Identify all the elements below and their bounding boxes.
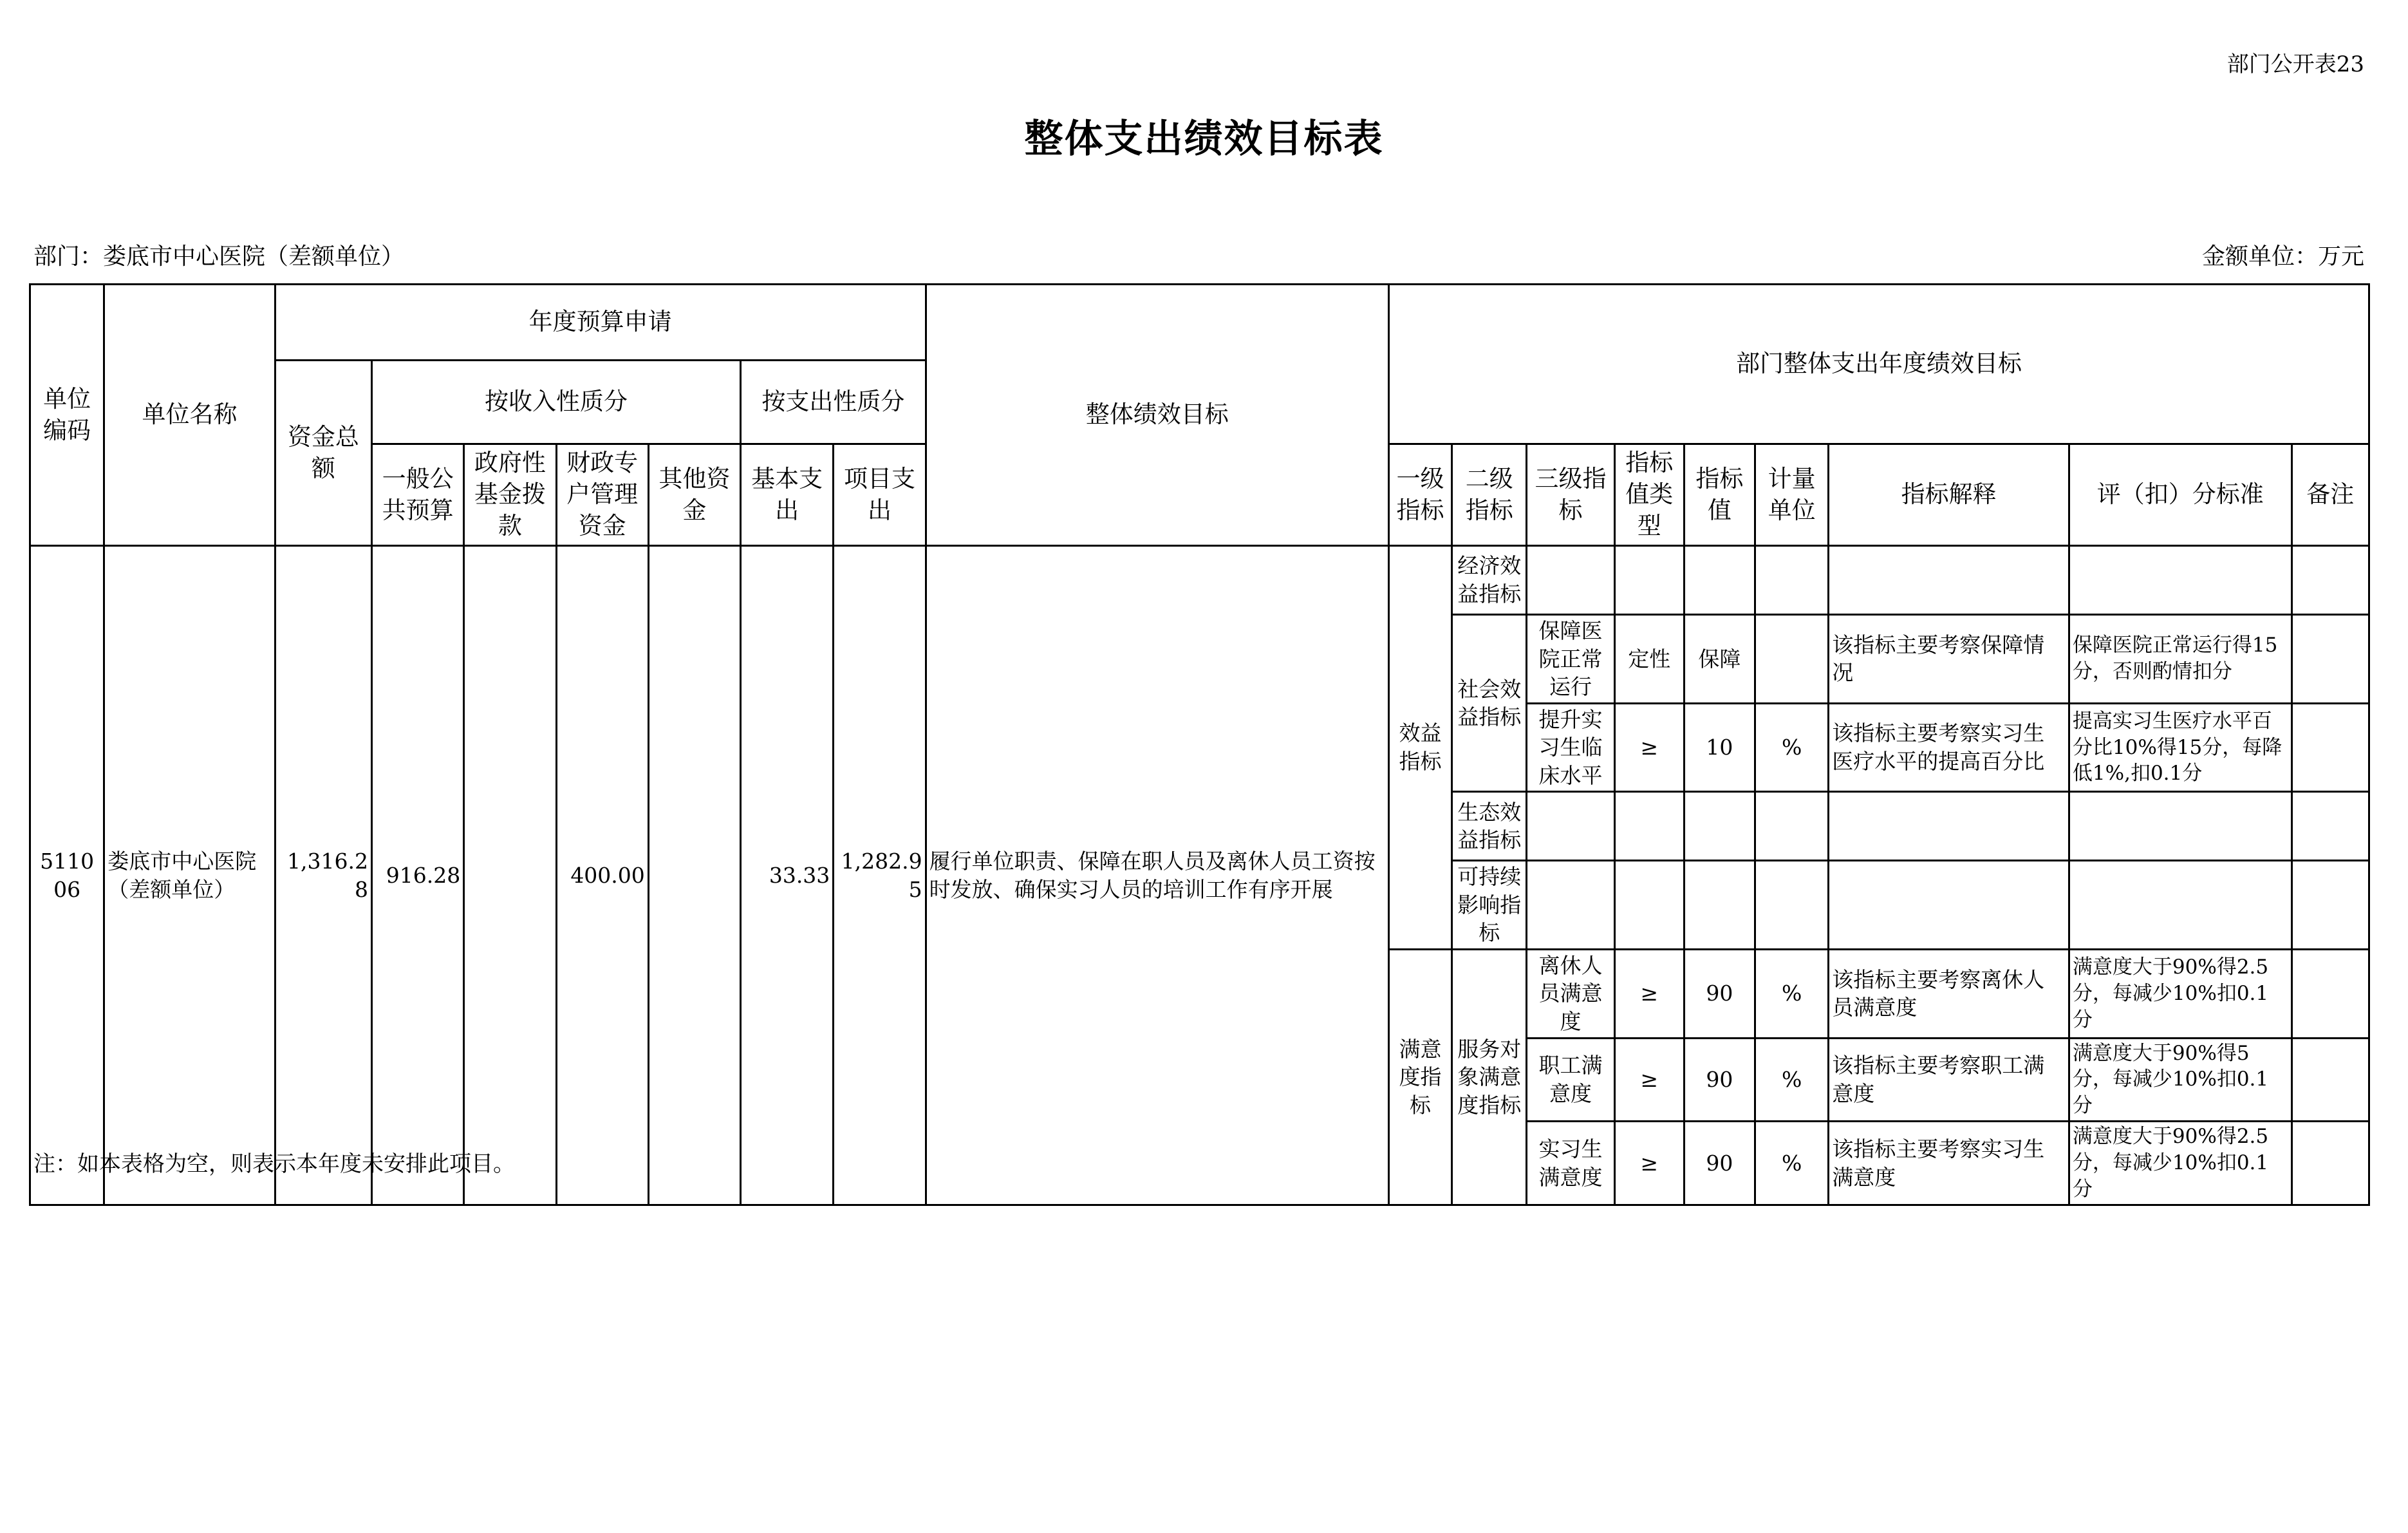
cell-remark bbox=[2291, 1038, 2369, 1122]
header-basic-exp: 基本支出 bbox=[741, 444, 834, 546]
header-measure-unit: 计量单位 bbox=[1755, 444, 1829, 546]
cell-measure-unit: % bbox=[1755, 1122, 1829, 1205]
cell-value: 保障 bbox=[1684, 615, 1755, 704]
header-value-type: 指标值类型 bbox=[1614, 444, 1684, 546]
cell-empty bbox=[1684, 792, 1755, 861]
header-overall-goal: 整体绩效目标 bbox=[926, 285, 1388, 546]
header-general-budget: 一般公共预算 bbox=[371, 444, 463, 546]
cell-empty bbox=[1614, 861, 1684, 950]
header-other-funds: 其他资金 bbox=[648, 444, 740, 546]
cell-empty bbox=[2069, 861, 2291, 950]
header-total-funds: 资金总额 bbox=[275, 361, 371, 546]
cell-empty bbox=[1755, 861, 1829, 950]
header-level1: 一级指标 bbox=[1388, 444, 1451, 546]
header-level3: 三级指标 bbox=[1527, 444, 1614, 546]
cell-level2-ecological: 生态效益指标 bbox=[1452, 792, 1527, 861]
header-annual-budget: 年度预算申请 bbox=[275, 285, 926, 361]
cell-value-type: ≥ bbox=[1614, 949, 1684, 1038]
cell-empty bbox=[1829, 546, 2069, 615]
cell-overall-goal: 履行单位职责、保障在职人员及离休人员工资按时发放、确保实习人员的培训工作有序开展 bbox=[926, 546, 1388, 1205]
cell-empty bbox=[2291, 861, 2369, 950]
cell-level1-satisfaction: 满意度指标 bbox=[1388, 949, 1451, 1205]
cell-level2-social: 社会效益指标 bbox=[1452, 615, 1527, 792]
cell-value-type: ≥ bbox=[1614, 1122, 1684, 1205]
header-project-exp: 项目支出 bbox=[834, 444, 926, 546]
cell-level3: 实习生满意度 bbox=[1527, 1122, 1614, 1205]
cell-empty bbox=[2069, 546, 2291, 615]
cell-scoring: 满意度大于90%得5分，每减少10%扣0.1分 bbox=[2069, 1038, 2291, 1122]
cell-other-funds bbox=[648, 546, 740, 1205]
cell-level2-economic: 经济效益指标 bbox=[1452, 546, 1527, 615]
header-gov-fund: 政府性基金拨款 bbox=[464, 444, 556, 546]
header-unit-code: 单位编码 bbox=[30, 285, 104, 546]
cell-empty bbox=[1829, 792, 2069, 861]
cell-empty bbox=[1614, 792, 1684, 861]
cell-basic-exp: 33.33 bbox=[741, 546, 834, 1205]
cell-empty bbox=[1684, 546, 1755, 615]
form-number: 部门公开表23 bbox=[2226, 52, 2364, 77]
cell-level3: 提升实习生临床水平 bbox=[1527, 703, 1614, 792]
cell-measure-unit: % bbox=[1755, 1038, 1829, 1122]
cell-explanation: 该指标主要考察实习生医疗水平的提高百分比 bbox=[1829, 703, 2069, 792]
cell-scoring: 满意度大于90%得2.5分，每减少10%扣0.1分 bbox=[2069, 1122, 2291, 1205]
cell-scoring: 提高实习生医疗水平百分比10%得15分，每降低1%,扣0.1分 bbox=[2069, 703, 2291, 792]
cell-value-type: 定性 bbox=[1614, 615, 1684, 704]
cell-level3: 保障医院正常运行 bbox=[1527, 615, 1614, 704]
header-level2: 二级指标 bbox=[1452, 444, 1527, 546]
cell-empty bbox=[1755, 546, 1829, 615]
cell-empty bbox=[1829, 861, 2069, 950]
cell-value: 90 bbox=[1684, 1122, 1755, 1205]
cell-unit-name: 娄底市中心医院（差额单位） bbox=[104, 546, 275, 1205]
cell-value: 10 bbox=[1684, 703, 1755, 792]
footnote: 注：如本表格为空，则表示本年度未安排此项目。 bbox=[33, 1151, 515, 1177]
header-by-expenditure: 按支出性质分 bbox=[741, 361, 926, 444]
department-label: 部门：娄底市中心医院（差额单位） bbox=[33, 243, 405, 270]
cell-explanation: 该指标主要考察职工满意度 bbox=[1829, 1038, 2069, 1122]
header-fiscal-special: 财政专户管理资金 bbox=[556, 444, 648, 546]
cell-measure-unit: % bbox=[1755, 949, 1829, 1038]
cell-value-type: ≥ bbox=[1614, 703, 1684, 792]
cell-total-funds: 1,316.28 bbox=[275, 546, 371, 1205]
header-dept-goal: 部门整体支出年度绩效目标 bbox=[1388, 285, 2369, 444]
cell-general-budget: 916.28 bbox=[371, 546, 463, 1205]
cell-measure-unit bbox=[1755, 615, 1829, 704]
cell-empty bbox=[1527, 792, 1614, 861]
cell-project-exp: 1,282.95 bbox=[834, 546, 926, 1205]
cell-level3: 离休人员满意度 bbox=[1527, 949, 1614, 1038]
cell-explanation: 该指标主要考察实习生满意度 bbox=[1829, 1122, 2069, 1205]
cell-unit-code: 511006 bbox=[30, 546, 104, 1205]
cell-remark bbox=[2291, 949, 2369, 1038]
cell-level2-service-object: 服务对象满意度指标 bbox=[1452, 949, 1527, 1205]
cell-empty bbox=[2291, 792, 2369, 861]
cell-empty bbox=[1527, 546, 1614, 615]
cell-value: 90 bbox=[1684, 949, 1755, 1038]
cell-empty bbox=[1614, 546, 1684, 615]
cell-explanation: 该指标主要考察保障情况 bbox=[1829, 615, 2069, 704]
cell-level3: 职工满意度 bbox=[1527, 1038, 1614, 1122]
cell-value: 90 bbox=[1684, 1038, 1755, 1122]
cell-gov-fund bbox=[464, 546, 556, 1205]
header-explanation: 指标解释 bbox=[1829, 444, 2069, 546]
header-by-income: 按收入性质分 bbox=[371, 361, 740, 444]
cell-empty bbox=[1527, 861, 1614, 950]
header-value: 指标值 bbox=[1684, 444, 1755, 546]
cell-empty bbox=[1755, 792, 1829, 861]
header-remark: 备注 bbox=[2291, 444, 2369, 546]
cell-level1-benefit: 效益指标 bbox=[1388, 546, 1451, 950]
cell-scoring: 满意度大于90%得2.5分，每减少10%扣0.1分 bbox=[2069, 949, 2291, 1038]
page-title: 整体支出绩效目标表 bbox=[1024, 117, 1384, 162]
header-scoring: 评（扣）分标准 bbox=[2069, 444, 2291, 546]
performance-table bbox=[29, 283, 2370, 1206]
cell-scoring: 保障医院正常运行得15分，否则酌情扣分 bbox=[2069, 615, 2291, 704]
cell-value-type: ≥ bbox=[1614, 1038, 1684, 1122]
cell-remark bbox=[2291, 615, 2369, 704]
header-unit-name: 单位名称 bbox=[104, 285, 275, 546]
amount-unit-label: 金额单位：万元 bbox=[2201, 243, 2364, 270]
cell-empty bbox=[1684, 861, 1755, 950]
cell-fiscal-special: 400.00 bbox=[556, 546, 648, 1205]
cell-empty bbox=[2069, 792, 2291, 861]
cell-measure-unit: % bbox=[1755, 703, 1829, 792]
cell-explanation: 该指标主要考察离休人员满意度 bbox=[1829, 949, 2069, 1038]
cell-empty bbox=[2291, 546, 2369, 615]
cell-remark bbox=[2291, 1122, 2369, 1205]
cell-remark bbox=[2291, 703, 2369, 792]
cell-level2-sustainable: 可持续影响指标 bbox=[1452, 861, 1527, 950]
